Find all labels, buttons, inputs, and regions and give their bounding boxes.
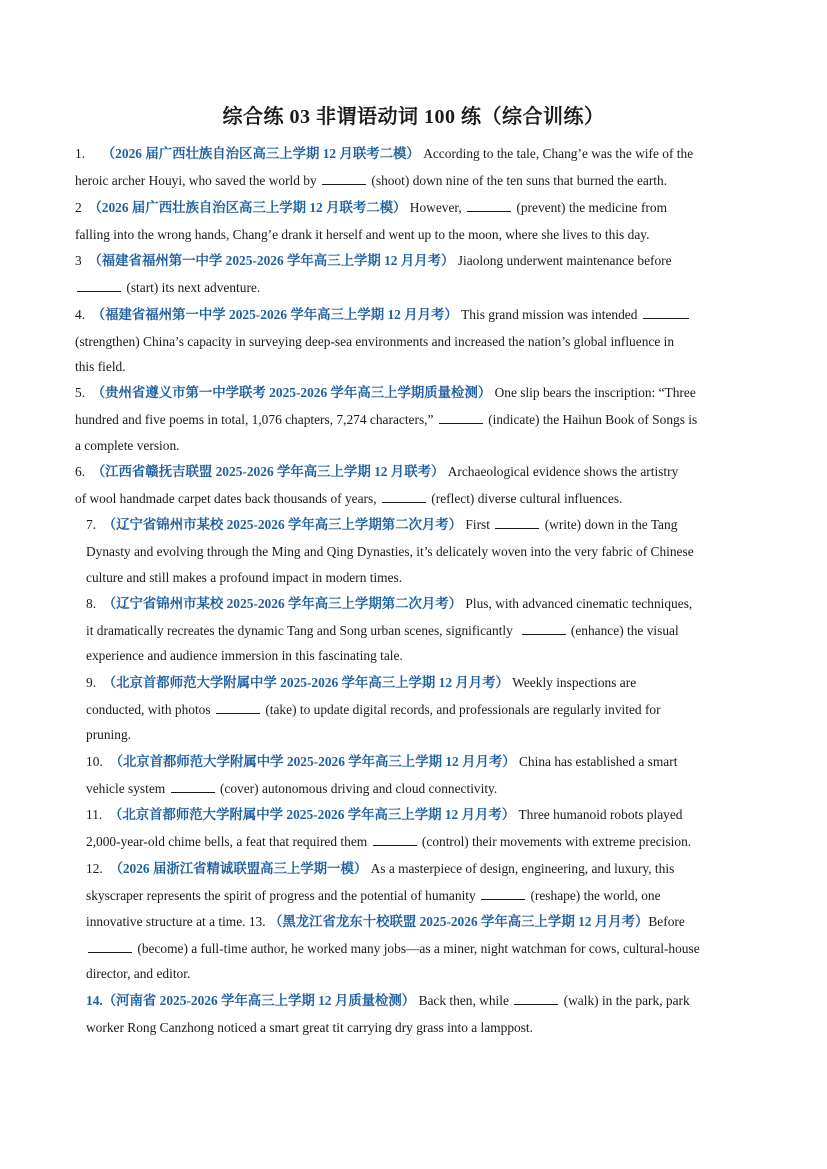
question-text: hundred and five poems in total, 1,076 chapters, 7,274 characters,” [75, 412, 434, 427]
answer-blank[interactable] [481, 888, 525, 900]
question-text: (write) down in the Tang [544, 517, 678, 532]
question-1-line-2 [75, 173, 667, 189]
question-number: 14. [86, 993, 103, 1008]
question-text: According to the tale, Chang’e was the wife of the [423, 146, 694, 161]
question-text: a complete version. [75, 438, 180, 453]
question-number: 9. [86, 675, 97, 690]
question-number: 10. [86, 754, 103, 769]
question-text: Back then, while [418, 993, 509, 1008]
question-text: As a masterpiece of design, engineering, and luxury, this [370, 861, 675, 876]
question-text: (start) its next adventure. [126, 280, 261, 295]
question-source: （江西省赣抚吉联盟 2025-2026 学年高三上学期 12 月联考） [91, 464, 445, 479]
answer-blank[interactable] [373, 834, 417, 846]
question-text: experience and audience immersion in this fascinating tale. [86, 648, 403, 663]
question-8-line-1 [86, 596, 692, 612]
question-source: （2026 届广西壮族自治区高三上学期 12 月联考二模） [101, 146, 420, 161]
question-13-line-2 [86, 941, 700, 957]
question-13-line-1 [86, 914, 685, 930]
answer-blank[interactable] [495, 517, 539, 529]
question-11-line-2 [86, 834, 691, 850]
question-text: China has established a smart [519, 754, 678, 769]
question-text: (control) their movements with extreme precision. [421, 834, 692, 849]
question-number: 4. [75, 307, 86, 322]
answer-blank[interactable] [467, 200, 511, 212]
question-text: (shoot) down nine of the ten suns that burned the earth. [371, 173, 668, 188]
question-text: 2,000-year-old chime bells, a feat that required them [86, 834, 368, 849]
answer-blank[interactable] [522, 623, 566, 635]
answer-blank[interactable] [88, 941, 132, 953]
question-text: Weekly inspections are [512, 675, 637, 690]
question-5-line-3 [75, 438, 179, 454]
question-text: skyscraper represents the spirit of progress and the potential of humanity [86, 888, 476, 903]
question-source: （北京首都师范大学附属中学 2025-2026 学年高三上学期 12 月月考） [109, 754, 516, 769]
question-text: of wool handmade carpet dates back thousands of years, [75, 491, 377, 506]
question-source: （福建省福州第一中学 2025-2026 学年高三上学期 12 月月考） [88, 253, 455, 268]
question-number: 5. [75, 385, 86, 400]
question-7-line-1 [86, 517, 677, 533]
question-text: Dynasty and evolving through the Ming and Qing Dynasties, it’s delicately woven into the very fabric of Chinese [86, 544, 694, 559]
question-14-line-1 [86, 993, 690, 1009]
question-5-line-2 [75, 412, 697, 428]
answer-blank[interactable] [439, 412, 483, 424]
question-4-line-3 [75, 359, 126, 375]
question-number: 8. [86, 596, 97, 611]
question-11-line-1 [86, 807, 683, 823]
question-text: falling into the wrong hands, Chang’e drank it herself and went up to the moon, where she lives to this day. [75, 227, 650, 242]
question-text: (strengthen) China’s capacity in surveying deep-sea environments and increased the nation’s global influence in [75, 334, 675, 349]
question-2-line-2 [75, 227, 649, 243]
question-text: Jiaolong underwent maintenance before [457, 253, 672, 268]
question-text: culture and still makes a profound impact in modern times. [86, 570, 403, 585]
question-text: innovative structure at a time. 13. [86, 914, 266, 929]
question-3-line-2 [75, 280, 260, 296]
answer-blank[interactable] [216, 702, 260, 714]
question-text: However, [409, 200, 462, 215]
question-text: (cover) autonomous driving and cloud connectivity. [219, 781, 498, 796]
question-text: director, and editor. [86, 966, 191, 981]
answer-blank[interactable] [322, 173, 366, 185]
question-8-line-2 [86, 623, 679, 639]
question-3-line-1 [75, 253, 672, 269]
question-number: 2 [75, 200, 82, 215]
question-2-line-1 [75, 200, 667, 216]
question-5-line-1 [75, 385, 696, 401]
question-text: First [465, 517, 490, 532]
question-text: it dramatically recreates the dynamic Tang and Song urban scenes, significantly [86, 623, 513, 638]
question-text: This grand mission was intended [461, 307, 638, 322]
question-text: (prevent) the medicine from [516, 200, 667, 215]
question-number: 12. [86, 861, 103, 876]
question-7-line-3 [86, 570, 402, 586]
question-source: （辽宁省锦州市某校 2025-2026 学年高三上学期第二次月考） [102, 596, 463, 611]
question-number: 11. [86, 807, 103, 822]
question-text: One slip bears the inscription: “Three [494, 385, 696, 400]
question-13-line-3 [86, 966, 190, 982]
question-source: （2026 届浙江省精诚联盟高三上学期一模） [109, 861, 368, 876]
question-source: （北京首都师范大学附属中学 2025-2026 学年高三上学期 12 月月考） [108, 807, 516, 822]
question-10-line-2 [86, 781, 497, 797]
question-source: （2026 届广西壮族自治区高三上学期 12 月联考二模） [88, 200, 407, 215]
question-text: pruning. [86, 727, 132, 742]
answer-blank[interactable] [171, 781, 215, 793]
answer-blank[interactable] [77, 280, 121, 292]
question-source: （福建省福州第一中学 2025-2026 学年高三上学期 12 月月考） [91, 307, 458, 322]
question-text: vehicle system [86, 781, 166, 796]
question-text: (take) to update digital records, and professionals are regularly invited for [265, 702, 661, 717]
page-title: 综合练 03 非谓语动词 100 练（综合训练） [222, 106, 605, 128]
question-number: 3 [75, 253, 82, 268]
question-14-line-2 [86, 1020, 533, 1036]
question-text: Before [648, 914, 685, 929]
question-number: 7. [86, 517, 97, 532]
question-number: 1. [75, 146, 86, 161]
question-6-line-2 [75, 491, 622, 507]
question-text: Three humanoid robots played [518, 807, 683, 822]
question-text: (enhance) the visual [570, 623, 679, 638]
question-text: this field. [75, 359, 126, 374]
question-text: (indicate) the Haihun Book of Songs is [488, 412, 698, 427]
question-source: （河南省 2025-2026 学年高三上学期 12 月质量检测） [102, 993, 416, 1008]
question-text: Archaeological evidence shows the artistry [447, 464, 679, 479]
question-10-line-1 [86, 754, 677, 770]
question-text: (walk) in the park, park [563, 993, 690, 1008]
answer-blank[interactable] [643, 307, 689, 319]
question-4-line-1 [75, 307, 691, 323]
question-12-line-1 [86, 861, 674, 877]
question-source: （黑龙江省龙东十校联盟 2025-2026 学年高三上学期 12 月月考） [268, 914, 649, 929]
question-source: （辽宁省锦州市某校 2025-2026 学年高三上学期第二次月考） [102, 517, 463, 532]
question-source: （贵州省遵义市第一中学联考 2025-2026 学年高三上学期质量检测） [91, 385, 492, 400]
question-text: (reflect) diverse cultural influences. [431, 491, 623, 506]
question-text: (become) a full-time author, he worked many jobs—as a miner, night watchman for cows, cultural-house [137, 941, 700, 956]
question-9-line-2 [86, 702, 661, 718]
question-9-line-3 [86, 727, 131, 743]
question-text: (reshape) the world, one [530, 888, 661, 903]
question-text: conducted, with photos [86, 702, 211, 717]
question-source: （北京首都师范大学附属中学 2025-2026 学年高三上学期 12 月月考） [102, 675, 509, 690]
question-6-line-1 [75, 464, 678, 480]
question-9-line-1 [86, 675, 636, 691]
question-7-line-2 [86, 544, 694, 560]
question-1-line-1 [75, 146, 693, 162]
question-text: Plus, with advanced cinematic techniques, [465, 596, 693, 611]
question-text: worker Rong Canzhong noticed a smart great tit carrying dry grass into a lamppost. [86, 1020, 533, 1035]
question-8-line-3 [86, 648, 403, 664]
question-12-line-2 [86, 888, 661, 904]
question-4-line-2 [75, 334, 674, 350]
question-text: heroic archer Houyi, who saved the world by [75, 173, 317, 188]
question-number: 6. [75, 464, 86, 479]
answer-blank[interactable] [514, 993, 558, 1005]
answer-blank[interactable] [382, 491, 426, 503]
